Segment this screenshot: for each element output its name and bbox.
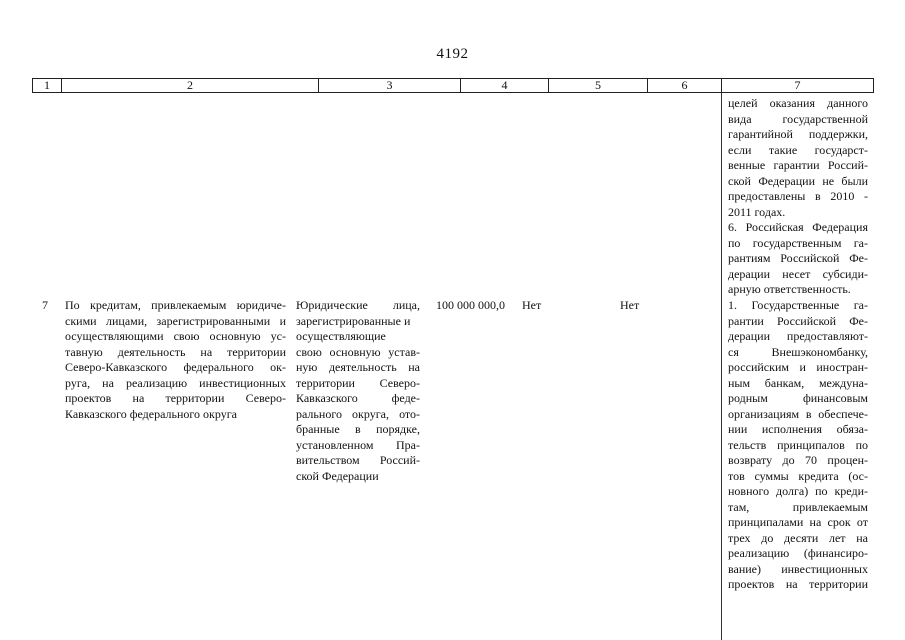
- text-line: Северо-Кавказского федерального ок-: [65, 360, 286, 374]
- text-line: Кавказского феде-: [296, 391, 420, 405]
- text-line: зарегистрированные и: [296, 313, 411, 328]
- text-line: там, привлекаемым: [728, 499, 868, 514]
- text-line: по государственным га-: [728, 235, 868, 250]
- text-line: венные гарантии Россий-: [728, 158, 868, 172]
- text-line: дерации предоставляют-: [728, 329, 868, 343]
- table-header-row: [32, 78, 874, 93]
- text-line: проектов на территории: [728, 577, 868, 591]
- text-line: установленном Пра-: [296, 437, 420, 452]
- text-line: осуществляющими свою основную ус-: [65, 329, 286, 343]
- text-line: новного долга) по креди-: [728, 484, 868, 498]
- text-line: принципалами на срок от: [728, 515, 868, 529]
- text-line: 1. Государственные га-: [728, 298, 868, 312]
- page-number: 4192: [436, 46, 469, 62]
- text-line: территории Северо-: [296, 375, 420, 390]
- row-number: 7: [42, 298, 48, 312]
- text-line: осуществляющие: [296, 329, 386, 343]
- text-line: 6. Российская Федерация: [728, 220, 868, 234]
- text-line: По кредитам, привлекаемым юридиче-: [65, 298, 286, 312]
- column-header-2: 2: [62, 79, 319, 92]
- text-line: трех до десяти лет на: [728, 530, 868, 545]
- text-line: целей оказания данного: [728, 96, 868, 110]
- text-line: тельств принципалов по: [728, 437, 868, 452]
- text-line: 2011 годах.: [728, 204, 786, 219]
- text-line: реализацию (финансиро-: [728, 546, 868, 560]
- text-line: ным банкам, междуна-: [728, 375, 868, 390]
- text-line: вительством Россий-: [296, 453, 420, 467]
- text-line: гарантийной поддержки,: [728, 127, 868, 141]
- text-line: если такие государст-: [728, 142, 868, 157]
- text-line: Юридические лица,: [296, 298, 420, 312]
- text-line: предоставлены в 2010 -: [728, 189, 868, 203]
- text-line: вида государственной: [728, 111, 868, 126]
- text-line: проектов на территории Северо-: [65, 391, 286, 405]
- row-principals: [296, 298, 420, 484]
- text-line: возврату до 70 процен-: [728, 453, 868, 467]
- column-header-6: 6: [648, 79, 722, 92]
- text-line: организациям в обеспече-: [728, 406, 868, 421]
- continued-cell-text: [728, 96, 868, 298]
- row-description: [65, 298, 286, 422]
- text-line: родным финансовым: [728, 391, 868, 405]
- text-line: рантии Российской Фе-: [728, 313, 868, 328]
- text-line: дерации несет субсиди-: [728, 266, 868, 281]
- column-header-1: 1: [33, 79, 62, 92]
- text-line: арную ответственность.: [728, 282, 851, 296]
- text-line: рального округа, ото-: [296, 406, 420, 421]
- row-amount: 100 000 000,0: [436, 298, 505, 312]
- text-line: ской Федерации: [296, 468, 379, 483]
- text-line: скими лицами, зарегистрированными и: [65, 313, 286, 328]
- column-header-4: 4: [461, 79, 549, 92]
- text-line: руга, на реализацию инвестиционных: [65, 375, 286, 390]
- text-line: рантиям Российской Фе-: [728, 251, 868, 265]
- row-conditions: [728, 298, 868, 593]
- text-line: нии исполнения обяза-: [728, 422, 868, 436]
- text-line: ную деятельность на: [296, 360, 420, 374]
- column-header-5: 5: [549, 79, 648, 92]
- column-7-divider: [721, 93, 722, 640]
- text-line: свою основную устав-: [296, 344, 420, 359]
- row-col6-value: Нет: [620, 298, 640, 312]
- text-line: ской Федерации не были: [728, 173, 868, 188]
- column-header-7: 7: [794, 78, 801, 92]
- text-line: тавную деятельность на территории: [65, 344, 286, 359]
- text-line: российским и иностран-: [728, 360, 868, 374]
- row-col5-value: Нет: [522, 298, 542, 312]
- column-header-3: 3: [319, 79, 461, 92]
- text-line: тов суммы кредита (ос-: [728, 468, 868, 483]
- text-line: бранные в порядке,: [296, 422, 420, 436]
- text-line: Кавказского федерального округа: [65, 406, 237, 421]
- text-line: вание) инвестиционных: [728, 561, 868, 576]
- text-line: ся Внешэкономбанку,: [728, 344, 868, 359]
